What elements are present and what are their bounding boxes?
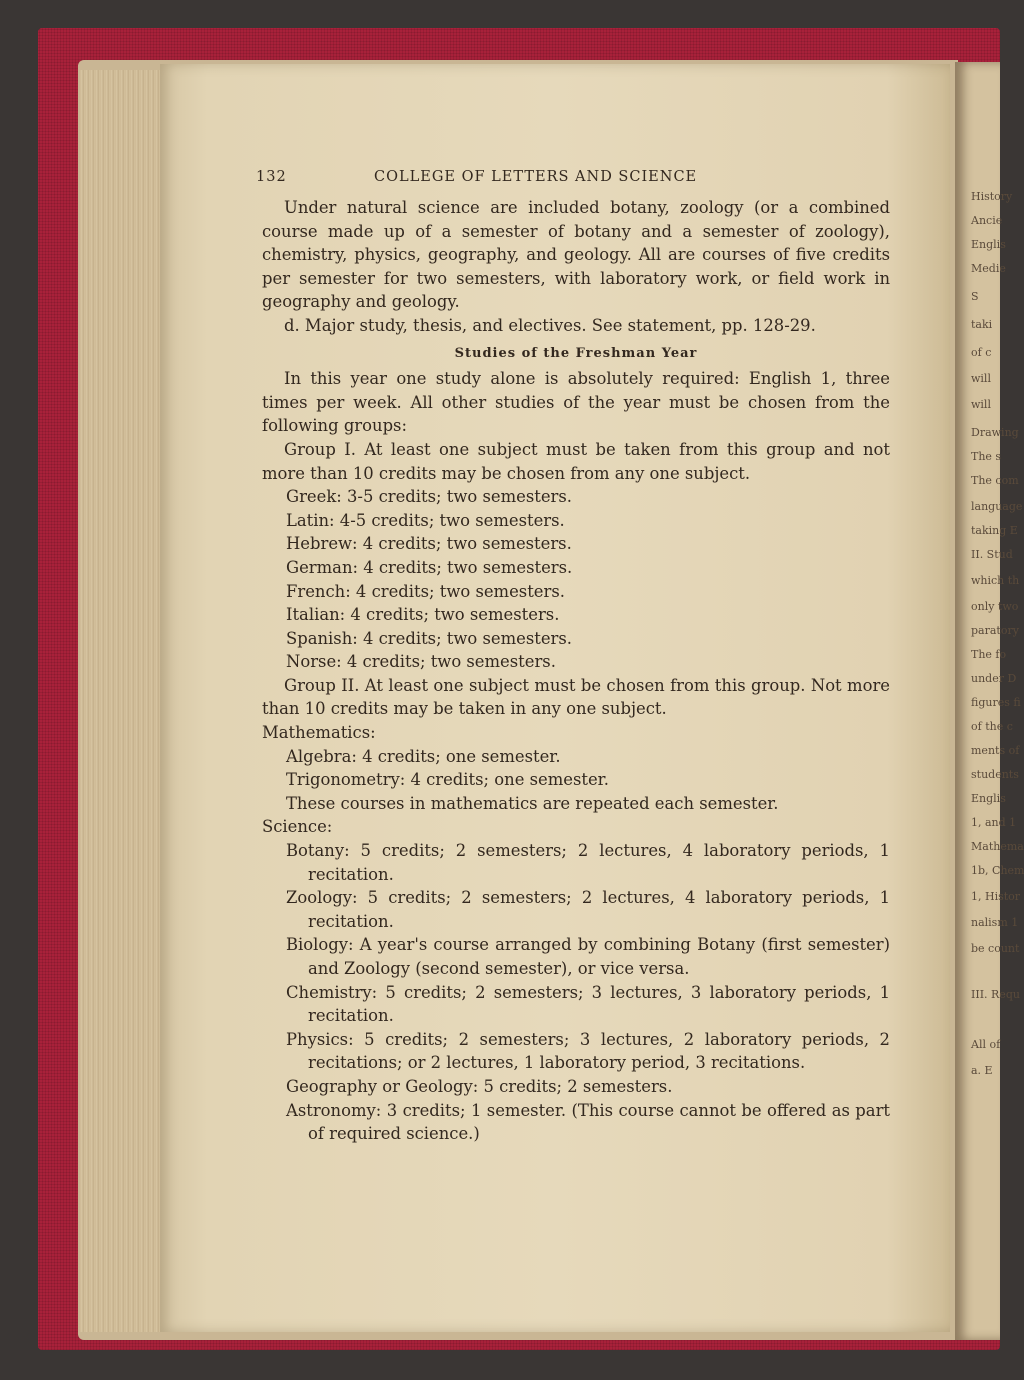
list-item: Italian: 4 credits; two semesters. [286, 605, 560, 625]
facing-page-text: which th [971, 574, 1020, 587]
intro-paragraph: Under natural science are included botany, zoology (or a combined course made up of a semester of botany and a semester of zoology), chemistry, physics, geography, and geology. All are courses of five credits per semester for two semesters, with laboratory work, or field work in geography and geology. [262, 198, 890, 312]
group-2-intro: Group II. At least one subject must be chosen from this group. Not more than 10 credits may be taken in any one subject. [262, 675, 890, 719]
facing-page-text: taking E [971, 524, 1018, 537]
facing-page-text: language [971, 500, 1023, 513]
mathematics-list [262, 745, 890, 816]
science-list [262, 839, 890, 1146]
facing-page-text: taki [971, 318, 993, 331]
facing-page-text: 1b, Chem [971, 864, 1024, 877]
list-item: French: 4 credits; two semesters. [286, 581, 565, 601]
facing-page-text: under D [971, 672, 1017, 685]
facing-page-text: II. Stud [971, 548, 1013, 561]
facing-page-text: only two [971, 600, 1019, 613]
facing-page-text: be count [971, 942, 1020, 955]
list-item: Zoology: 5 credits; 2 semesters; 2 lectures, 4 laboratory periods, 1 recitation. [286, 888, 890, 931]
group-1-list [262, 485, 890, 674]
facing-page-text: Englis [971, 238, 1006, 251]
facing-page-text: S [971, 290, 979, 303]
facing-page-text: Englis [971, 792, 1006, 805]
group-1-intro: Group I. At least one subject must be taken from this group and not more than 10 credits may be chosen from any one subject. [262, 439, 890, 483]
list-item: Physics: 5 credits; 2 semesters; 3 lectures, 2 laboratory periods, 2 recitations; or 2 lectures, 1 laboratory period, 3 recitations. [286, 1029, 890, 1073]
facing-page-text: a. E [971, 1064, 993, 1077]
facing-page-text: The fo [971, 648, 1007, 661]
list-item: Norse: 4 credits; two semesters. [286, 652, 556, 672]
section-heading: Studies of the Freshman Year [454, 345, 698, 361]
facing-page-text: will [971, 372, 991, 385]
facing-page-text: All of [971, 1038, 1001, 1051]
page-header [256, 160, 890, 196]
list-item: Spanish: 4 credits; two semesters. [286, 628, 573, 648]
list-item: Chemistry: 5 credits; 2 semesters; 3 lectures, 3 laboratory periods, 1 recitation. [286, 982, 890, 1026]
major-study-paragraph: d. Major study, thesis, and electives. See statement, pp. 128-29. [284, 315, 816, 335]
facing-page-text: Drawing [971, 426, 1019, 439]
list-item: Biology: A year's course arranged by combining Botany (first semester) and Zoology (second semester), or vice versa. [286, 935, 890, 978]
mathematics-label: Mathematics: [262, 723, 376, 743]
page-number: 132 [256, 169, 287, 185]
facing-page-text: The com [971, 474, 1019, 487]
list-item: Botany: 5 credits; 2 semesters; 2 lectures, 4 laboratory periods, 1 recitation. [286, 841, 890, 884]
facing-page-text: III. Requ [971, 988, 1020, 1001]
facing-page-text: The s [971, 450, 1002, 463]
facing-page-text: ments of [971, 744, 1020, 757]
list-item: Greek: 3-5 credits; two semesters. [286, 487, 572, 507]
page-edges [80, 70, 170, 1332]
facing-page-text: Mathema [971, 840, 1024, 853]
facing-page-fragment [955, 62, 1024, 1340]
facing-page-text: of c [971, 346, 992, 359]
facing-page-text: Medie [971, 262, 1006, 275]
facing-page-text: of the c [971, 720, 1013, 733]
facing-page-text: History [971, 190, 1013, 203]
list-item: Latin: 4-5 credits; two semesters. [286, 510, 565, 530]
list-item: Trigonometry: 4 credits; one semester. [286, 770, 609, 790]
page-text [256, 160, 890, 1146]
facing-page-text: will [971, 398, 991, 411]
facing-page-text: figures fi [971, 696, 1021, 709]
running-head: COLLEGE OF LETTERS AND SCIENCE [374, 169, 698, 185]
list-item: Algebra: 4 credits; one semester. [286, 746, 561, 766]
facing-page-text: nalism 1 [971, 916, 1019, 929]
facing-page-text: 1, Histor [971, 890, 1021, 903]
list-item: These courses in mathematics are repeated each semester. [286, 793, 779, 813]
list-item: Hebrew: 4 credits; two semesters. [286, 534, 572, 554]
facing-page-text: 1, and 1 [971, 816, 1017, 829]
list-item: Astronomy: 3 credits; 1 semester. (This course cannot be offered as part of required science.) [286, 1100, 890, 1144]
facing-page-text: students [971, 768, 1019, 781]
facing-page-text: Ancie [971, 214, 1003, 227]
facing-page-text: paratory [971, 624, 1019, 637]
section-intro: In this year one study alone is absolutely required: English 1, three times per week. All other studies of the year must be chosen from the following groups: [262, 369, 890, 436]
science-label: Science: [262, 817, 333, 837]
list-item: German: 4 credits; two semesters. [286, 557, 573, 577]
list-item: Geography or Geology: 5 credits; 2 semesters. [286, 1076, 673, 1096]
